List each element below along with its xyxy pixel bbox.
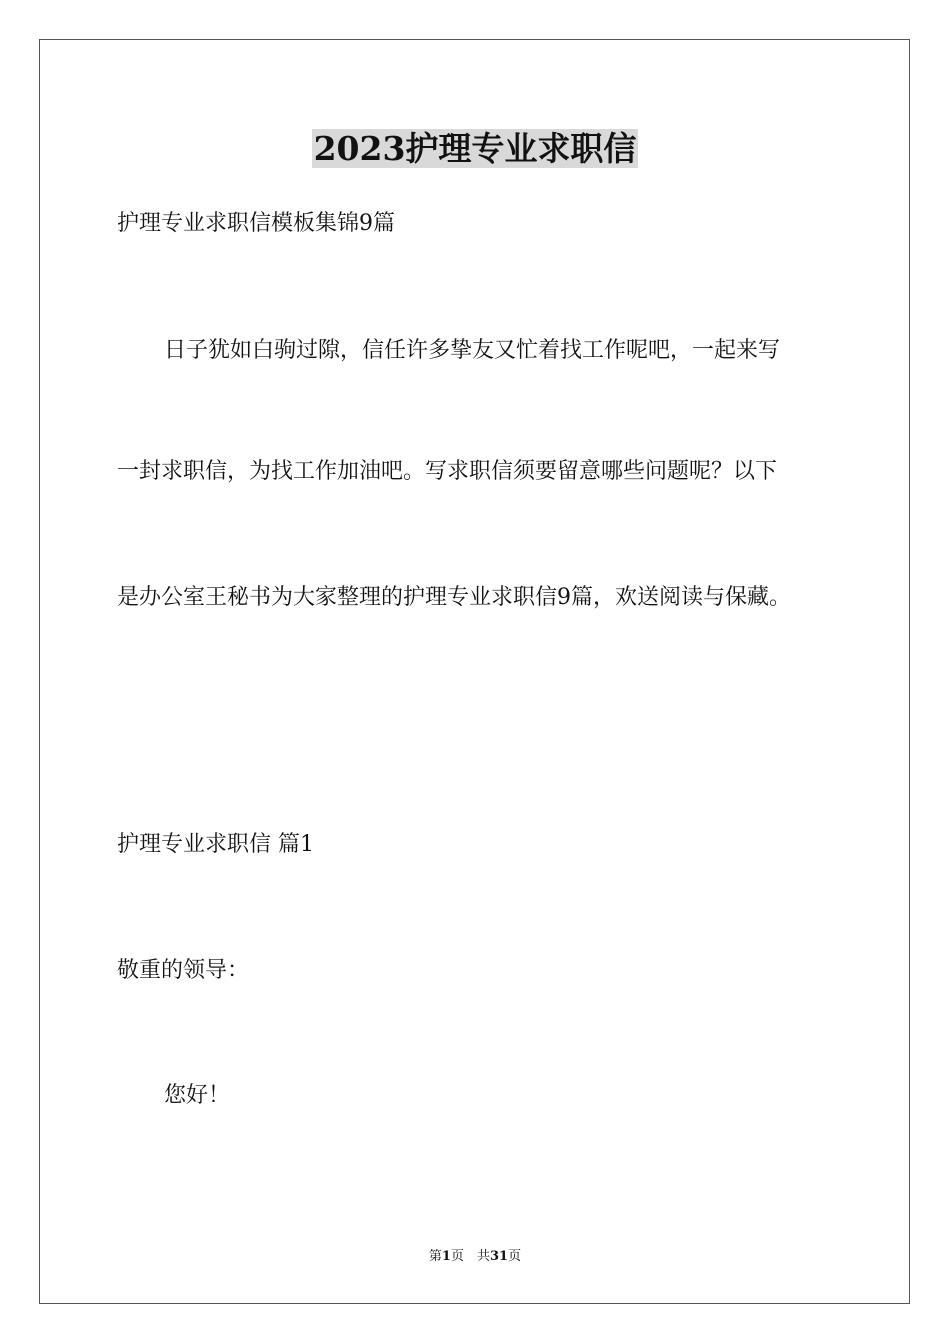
intro-line-3: 是办公室王秘书为大家整理的护理专业求职信9篇，欢送阅读与保藏。	[117, 585, 791, 610]
intro-line-2: 一封求职信，为找工作加油吧。写求职信须要留意哪些问题呢？以下	[117, 459, 778, 484]
footer-page-number: 1	[441, 1249, 451, 1264]
footer-suffix: 页	[508, 1249, 522, 1264]
page-footer	[0, 1248, 950, 1266]
section-heading: 护理专业求职信 篇1	[117, 832, 314, 857]
salutation: 敬重的领导：	[117, 958, 250, 983]
document-title-text: 2023护理专业求职信	[313, 129, 637, 168]
intro-line-1: 日子犹如白驹过隙，信任许多挚友又忙着找工作呢吧，一起来写	[164, 338, 781, 363]
footer-prefix: 第	[428, 1249, 442, 1264]
greeting: 您好！	[164, 1083, 231, 1108]
document-title	[0, 127, 950, 171]
footer-total-pages: 31	[489, 1249, 509, 1264]
footer-mid: 页 共	[450, 1249, 490, 1264]
document-subtitle: 护理专业求职信模板集锦9篇	[117, 211, 395, 236]
